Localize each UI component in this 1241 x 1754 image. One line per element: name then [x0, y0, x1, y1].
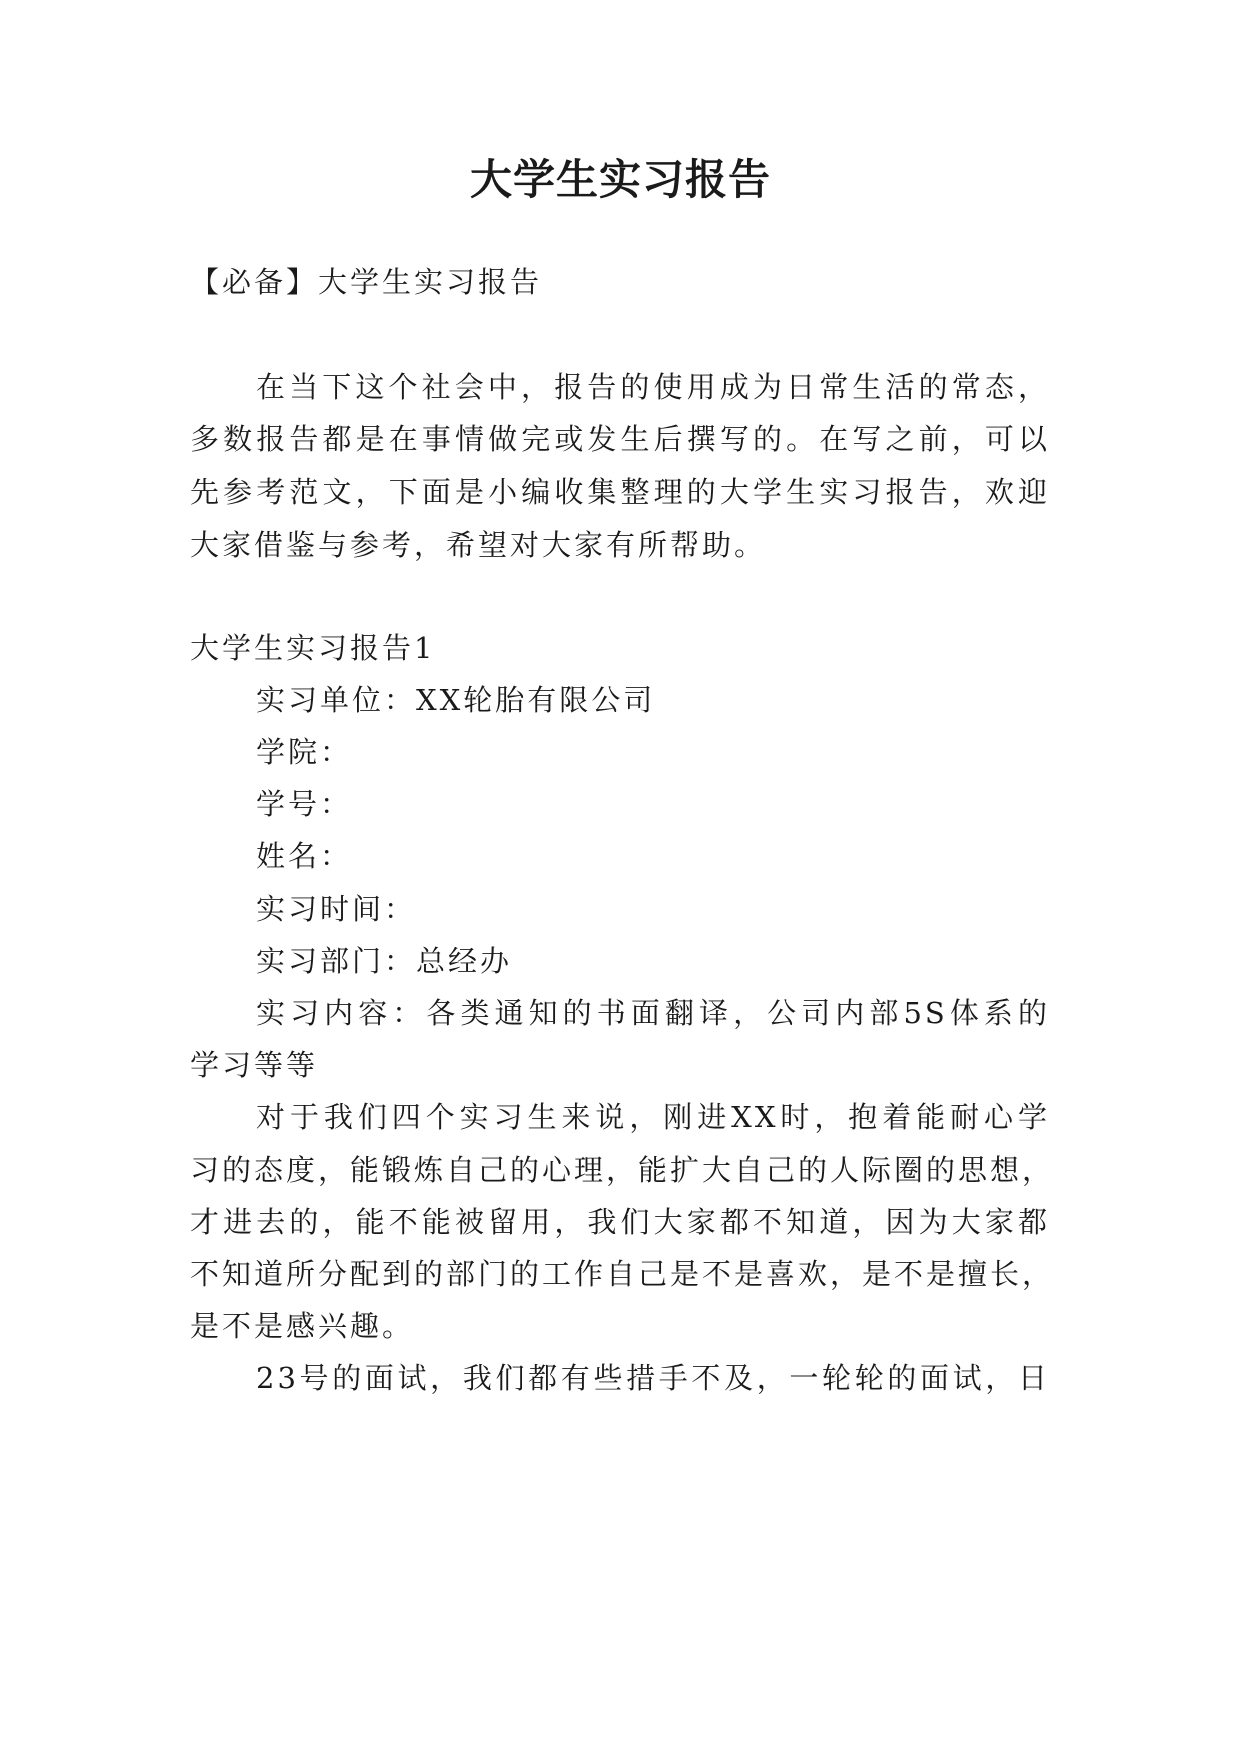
- intro-line-1: 在当下这个社会中，报告的使用成为日常生活的常态，: [256, 370, 1050, 404]
- field-period: 实习时间：: [256, 892, 417, 926]
- paragraph1-line-3: 才进去的，能不能被留用，我们大家都不知道，因为大家都: [190, 1205, 1050, 1239]
- paragraph1-line-2: 习的态度，能锻炼自己的心理，能扩大自己的人际圈的思想，: [190, 1153, 1055, 1187]
- section-heading: 大学生实习报告1: [190, 631, 436, 665]
- intro-line-3: 先参考范文，下面是小编收集整理的大学生实习报告，欢迎: [190, 475, 1050, 509]
- field-company: 实习单位：XX轮胎有限公司: [256, 683, 656, 717]
- field-college: 学院：: [256, 735, 353, 769]
- field-department: 实习部门：总经办: [256, 944, 513, 978]
- content-line-1: 实习内容：各类通知的书面翻译，公司内部5S体系的: [256, 996, 1050, 1030]
- field-student-id: 学号：: [256, 787, 353, 821]
- document-title: 大学生实习报告: [469, 155, 771, 204]
- intro-line-2: 多数报告都是在事情做完或发生后撰写的。在写之前，可以: [190, 422, 1050, 456]
- paragraph1-line-5: 是不是感兴趣。: [190, 1309, 415, 1343]
- document-subtitle: 【必备】大学生实习报告: [190, 265, 543, 299]
- paragraph2-line-1: 23号的面试，我们都有些措手不及，一轮轮的面试，日: [256, 1361, 1050, 1395]
- paragraph1-line-1: 对于我们四个实习生来说，刚进XX时，抱着能耐心学: [256, 1100, 1050, 1134]
- content-line-2: 学习等等: [190, 1048, 319, 1082]
- field-name: 姓名：: [256, 839, 353, 873]
- paragraph1-line-4: 不知道所分配到的部门的工作自己是不是喜欢，是不是擅长，: [190, 1257, 1055, 1291]
- intro-line-4: 大家借鉴与参考，希望对大家有所帮助。: [190, 528, 767, 562]
